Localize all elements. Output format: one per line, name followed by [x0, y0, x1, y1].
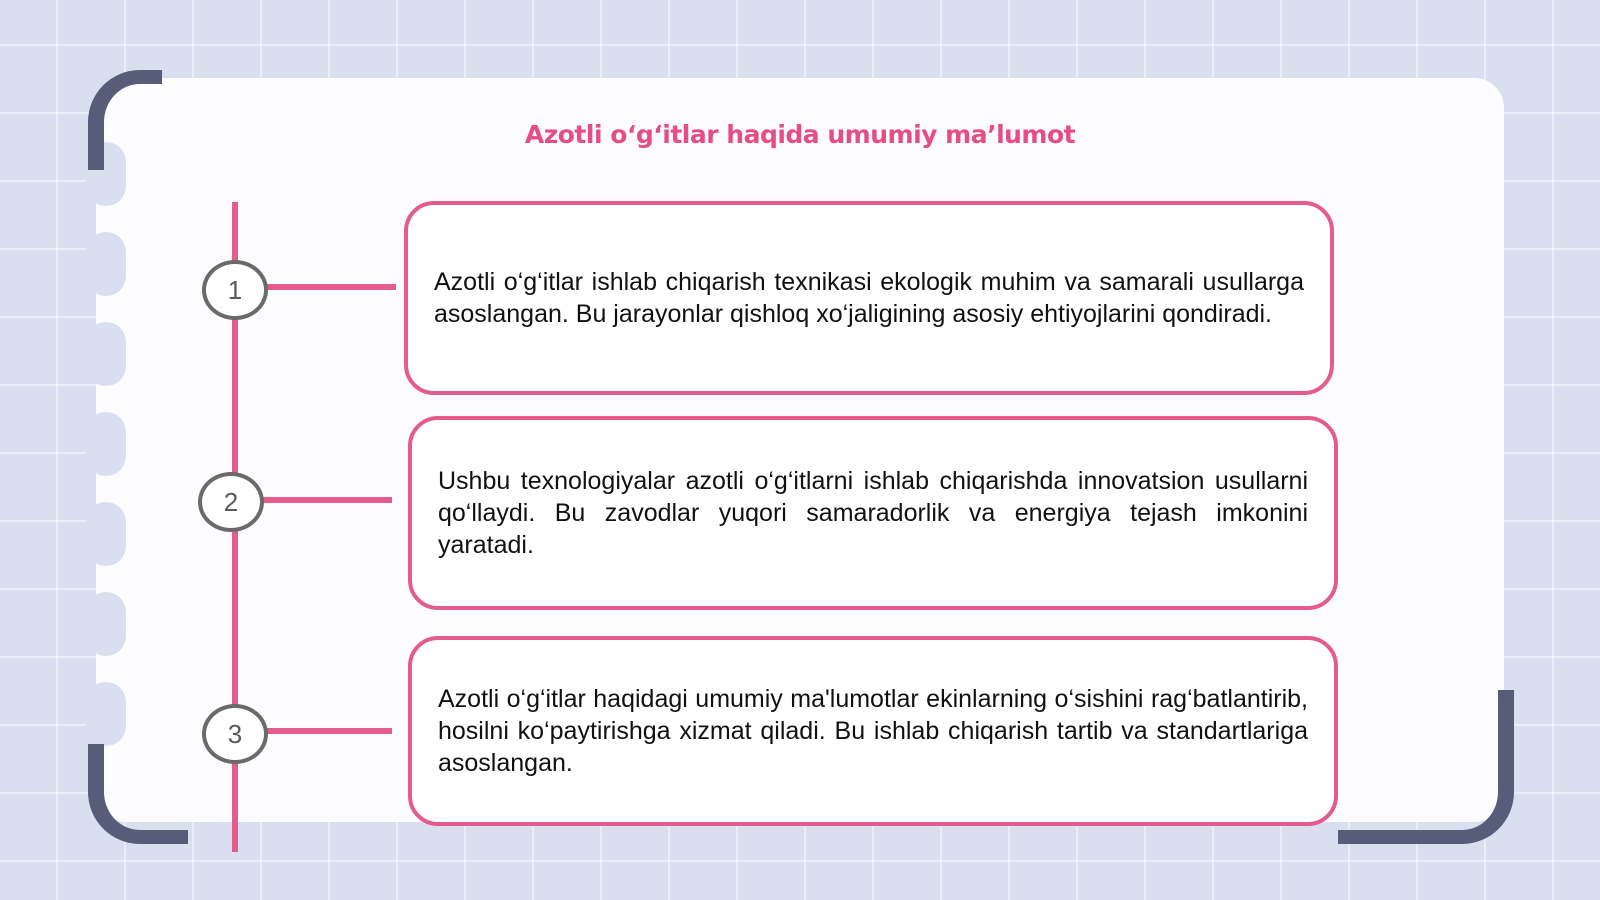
binder-notch: [86, 682, 126, 746]
timeline-connector: [262, 497, 392, 503]
binder-notch: [86, 232, 126, 296]
step-card: [404, 201, 1334, 395]
binder-notch: [86, 592, 126, 656]
step-number-badge: 2: [198, 472, 264, 532]
binder-notch: [86, 322, 126, 386]
frame-corner-bottom-right: [1338, 690, 1514, 844]
binder-notch: [86, 412, 126, 476]
frame-corner-bottom-left: [88, 744, 188, 844]
step-number-badge: 3: [202, 704, 268, 764]
binder-notch: [86, 502, 126, 566]
timeline-connector: [266, 284, 396, 290]
step-description: Ushbu texnologiyalar azotli o‘g‘itlarni ishlab chiqarishda innovatsion usullarni qo‘llaydi. Bu zavodlar yuqori samaradorlik va energiya tejash imkonini yaratadi.: [438, 467, 1308, 559]
step-card: [408, 416, 1338, 610]
timeline-connector: [266, 728, 392, 734]
frame-corner-top-left: [88, 70, 162, 170]
step-description: Azotli o‘g‘itlar haqidagi umumiy ma'lumotlar ekinlarning o‘sishini rag‘batlantirib, hosilni ko‘paytirishga xizmat qiladi. Bu ishlab chiqarish tartib va standartlariga asoslangan.: [438, 685, 1308, 777]
slide-title: Azotli o‘g‘itlar haqida umumiy ma’lumot: [524, 120, 1076, 149]
step-number-badge: 1: [202, 260, 268, 320]
step-description: Azotli o‘g‘itlar ishlab chiqarish texnikasi ekologik muhim va samarali usullarga asoslangan. Bu jarayonlar qishloq xo‘jaligining asosiy ehtiyojlarini qondiradi.: [434, 268, 1304, 328]
step-card: [408, 636, 1338, 826]
